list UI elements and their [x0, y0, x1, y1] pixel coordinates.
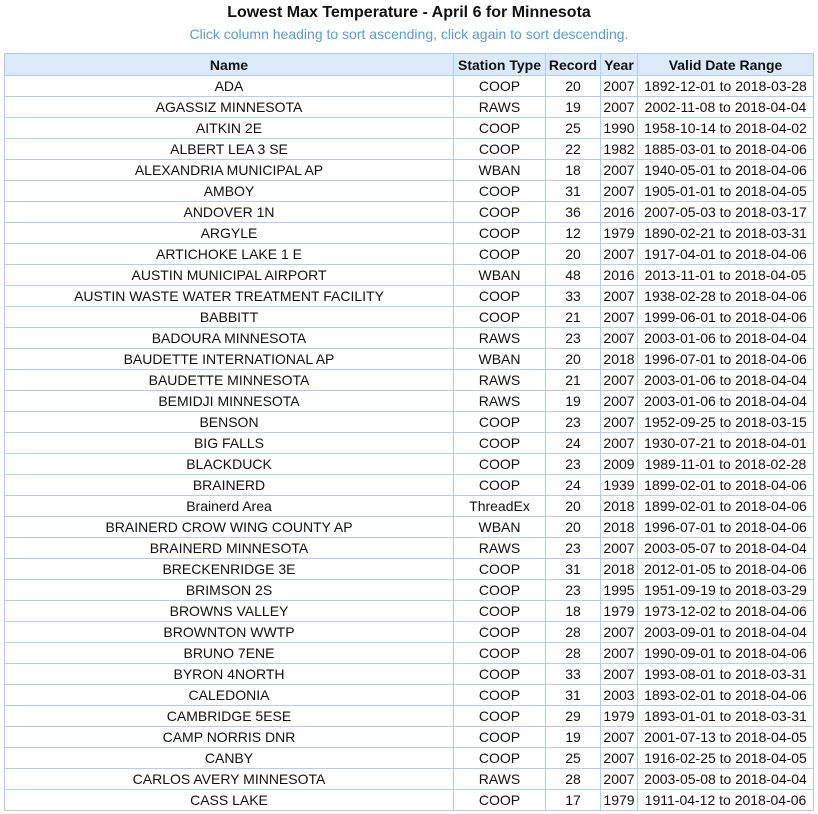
- cell-valid-date-range: 2003-01-06 to 2018-04-04: [638, 370, 814, 391]
- column-header-year[interactable]: Year: [601, 54, 638, 76]
- table-row: [5, 559, 814, 580]
- cell-station-type: COOP: [454, 412, 546, 433]
- cell-year: 1979: [601, 223, 638, 244]
- cell-record: 19: [546, 391, 601, 412]
- cell-valid-date-range: 1940-05-01 to 2018-04-06: [638, 160, 814, 181]
- cell-year: 1979: [601, 790, 638, 811]
- table-row: [5, 454, 814, 475]
- cell-record: 23: [546, 412, 601, 433]
- cell-name: CANBY: [5, 748, 454, 769]
- table-row: [5, 622, 814, 643]
- cell-station-type: COOP: [454, 454, 546, 475]
- cell-valid-date-range: 1893-02-01 to 2018-04-06: [638, 685, 814, 706]
- cell-valid-date-range: 1905-01-01 to 2018-04-05: [638, 181, 814, 202]
- cell-year: 2007: [601, 286, 638, 307]
- cell-name: BRAINERD CROW WING COUNTY AP: [5, 517, 454, 538]
- cell-name: BROWNS VALLEY: [5, 601, 454, 622]
- cell-year: 2018: [601, 496, 638, 517]
- cell-station-type: COOP: [454, 202, 546, 223]
- cell-year: 2007: [601, 727, 638, 748]
- cell-station-type: COOP: [454, 559, 546, 580]
- cell-station-type: COOP: [454, 601, 546, 622]
- cell-record: 28: [546, 769, 601, 790]
- cell-record: 48: [546, 265, 601, 286]
- cell-record: 23: [546, 538, 601, 559]
- cell-name: BRIMSON 2S: [5, 580, 454, 601]
- cell-valid-date-range: 2013-11-01 to 2018-04-05: [638, 265, 814, 286]
- table-row: [5, 265, 814, 286]
- table-row: [5, 685, 814, 706]
- cell-record: 31: [546, 181, 601, 202]
- table-row: [5, 580, 814, 601]
- cell-valid-date-range: 2012-01-05 to 2018-04-06: [638, 559, 814, 580]
- cell-year: 2007: [601, 307, 638, 328]
- cell-valid-date-range: 1952-09-25 to 2018-03-15: [638, 412, 814, 433]
- cell-station-type: COOP: [454, 706, 546, 727]
- cell-year: 1939: [601, 475, 638, 496]
- cell-station-type: COOP: [454, 139, 546, 160]
- cell-name: BADOURA MINNESOTA: [5, 328, 454, 349]
- cell-year: 2007: [601, 748, 638, 769]
- table-row: [5, 328, 814, 349]
- cell-name: ALBERT LEA 3 SE: [5, 139, 454, 160]
- cell-year: 2007: [601, 538, 638, 559]
- cell-name: CAMP NORRIS DNR: [5, 727, 454, 748]
- cell-name: BRECKENRIDGE 3E: [5, 559, 454, 580]
- table-row: [5, 181, 814, 202]
- cell-year: 2007: [601, 412, 638, 433]
- cell-year: 2018: [601, 517, 638, 538]
- cell-station-type: RAWS: [454, 370, 546, 391]
- cell-valid-date-range: 1951-09-19 to 2018-03-29: [638, 580, 814, 601]
- cell-name: CAMBRIDGE 5ESE: [5, 706, 454, 727]
- cell-year: 2007: [601, 181, 638, 202]
- table-row: [5, 790, 814, 811]
- cell-year: 2007: [601, 76, 638, 97]
- cell-name: ADA: [5, 76, 454, 97]
- cell-station-type: RAWS: [454, 97, 546, 118]
- table-row: [5, 496, 814, 517]
- cell-name: BAUDETTE INTERNATIONAL AP: [5, 349, 454, 370]
- cell-year: 2018: [601, 349, 638, 370]
- cell-record: 28: [546, 622, 601, 643]
- cell-station-type: COOP: [454, 580, 546, 601]
- cell-station-type: RAWS: [454, 769, 546, 790]
- cell-record: 20: [546, 76, 601, 97]
- cell-name: AUSTIN WASTE WATER TREATMENT FACILITY: [5, 286, 454, 307]
- cell-valid-date-range: 1958-10-14 to 2018-04-02: [638, 118, 814, 139]
- table-row: [5, 160, 814, 181]
- cell-station-type: RAWS: [454, 328, 546, 349]
- cell-valid-date-range: 2002-11-08 to 2018-04-04: [638, 97, 814, 118]
- cell-record: 33: [546, 286, 601, 307]
- cell-record: 24: [546, 475, 601, 496]
- cell-year: 2007: [601, 664, 638, 685]
- cell-record: 23: [546, 454, 601, 475]
- cell-valid-date-range: 2003-05-08 to 2018-04-04: [638, 769, 814, 790]
- cell-name: BRUNO 7ENE: [5, 643, 454, 664]
- cell-name: BYRON 4NORTH: [5, 664, 454, 685]
- table-row: [5, 307, 814, 328]
- cell-year: 2016: [601, 202, 638, 223]
- table-row: [5, 286, 814, 307]
- table-row: [5, 727, 814, 748]
- table-row: [5, 370, 814, 391]
- cell-valid-date-range: 2007-05-03 to 2018-03-17: [638, 202, 814, 223]
- cell-record: 23: [546, 580, 601, 601]
- cell-name: CALEDONIA: [5, 685, 454, 706]
- cell-name: BLACKDUCK: [5, 454, 454, 475]
- cell-station-type: WBAN: [454, 517, 546, 538]
- table-header-row: [5, 54, 814, 76]
- table-row: [5, 223, 814, 244]
- table-row: [5, 664, 814, 685]
- cell-name: BEMIDJI MINNESOTA: [5, 391, 454, 412]
- cell-valid-date-range: 1930-07-21 to 2018-04-01: [638, 433, 814, 454]
- table-row: [5, 412, 814, 433]
- cell-valid-date-range: 1989-11-01 to 2018-02-28: [638, 454, 814, 475]
- table-row: [5, 748, 814, 769]
- cell-station-type: COOP: [454, 475, 546, 496]
- cell-year: 2007: [601, 160, 638, 181]
- cell-record: 20: [546, 244, 601, 265]
- table-row: [5, 538, 814, 559]
- cell-name: CASS LAKE: [5, 790, 454, 811]
- cell-name: AITKIN 2E: [5, 118, 454, 139]
- cell-year: 2007: [601, 370, 638, 391]
- cell-valid-date-range: 1917-04-01 to 2018-04-06: [638, 244, 814, 265]
- cell-station-type: COOP: [454, 307, 546, 328]
- cell-valid-date-range: 1911-04-12 to 2018-04-06: [638, 790, 814, 811]
- column-header-station-type[interactable]: Station Type: [454, 54, 546, 76]
- cell-station-type: RAWS: [454, 538, 546, 559]
- cell-valid-date-range: 1899-02-01 to 2018-04-06: [638, 475, 814, 496]
- cell-name: CARLOS AVERY MINNESOTA: [5, 769, 454, 790]
- cell-valid-date-range: 1885-03-01 to 2018-04-06: [638, 139, 814, 160]
- cell-year: 1990: [601, 118, 638, 139]
- cell-name: BAUDETTE MINNESOTA: [5, 370, 454, 391]
- cell-name: AMBOY: [5, 181, 454, 202]
- cell-record: 19: [546, 727, 601, 748]
- cell-station-type: COOP: [454, 433, 546, 454]
- cell-station-type: WBAN: [454, 349, 546, 370]
- table-row: [5, 97, 814, 118]
- cell-valid-date-range: 1899-02-01 to 2018-04-06: [638, 496, 814, 517]
- table-row: [5, 76, 814, 97]
- cell-record: 19: [546, 97, 601, 118]
- cell-record: 18: [546, 160, 601, 181]
- table-row: [5, 475, 814, 496]
- cell-year: 2007: [601, 433, 638, 454]
- cell-record: 21: [546, 370, 601, 391]
- cell-valid-date-range: 1916-02-25 to 2018-04-05: [638, 748, 814, 769]
- cell-record: 23: [546, 328, 601, 349]
- cell-name: Brainerd Area: [5, 496, 454, 517]
- cell-valid-date-range: 1890-02-21 to 2018-03-31: [638, 223, 814, 244]
- cell-year: 1995: [601, 580, 638, 601]
- cell-station-type: WBAN: [454, 265, 546, 286]
- cell-record: 20: [546, 496, 601, 517]
- table-row: [5, 349, 814, 370]
- cell-record: 20: [546, 349, 601, 370]
- cell-valid-date-range: 1893-01-01 to 2018-03-31: [638, 706, 814, 727]
- records-table: [4, 53, 814, 811]
- cell-name: BIG FALLS: [5, 433, 454, 454]
- cell-valid-date-range: 2003-05-07 to 2018-04-04: [638, 538, 814, 559]
- cell-station-type: ThreadEx: [454, 496, 546, 517]
- cell-record: 25: [546, 118, 601, 139]
- table-row: [5, 118, 814, 139]
- cell-record: 36: [546, 202, 601, 223]
- cell-station-type: COOP: [454, 181, 546, 202]
- cell-year: 1979: [601, 601, 638, 622]
- cell-name: BRAINERD MINNESOTA: [5, 538, 454, 559]
- cell-year: 2007: [601, 244, 638, 265]
- table-row: [5, 706, 814, 727]
- table-row: [5, 202, 814, 223]
- cell-year: 1982: [601, 139, 638, 160]
- cell-station-type: COOP: [454, 790, 546, 811]
- cell-valid-date-range: 1973-12-02 to 2018-04-06: [638, 601, 814, 622]
- cell-name: AUSTIN MUNICIPAL AIRPORT: [5, 265, 454, 286]
- cell-name: AGASSIZ MINNESOTA: [5, 97, 454, 118]
- cell-station-type: WBAN: [454, 160, 546, 181]
- sort-instructions: Click column heading to sort ascending, click again to sort descending.: [189, 26, 629, 42]
- table-row: [5, 139, 814, 160]
- cell-valid-date-range: 2001-07-13 to 2018-04-05: [638, 727, 814, 748]
- cell-year: 2007: [601, 97, 638, 118]
- table-row: [5, 769, 814, 790]
- cell-record: 31: [546, 559, 601, 580]
- cell-station-type: COOP: [454, 643, 546, 664]
- cell-year: 2018: [601, 559, 638, 580]
- cell-name: BRAINERD: [5, 475, 454, 496]
- cell-record: 29: [546, 706, 601, 727]
- cell-record: 22: [546, 139, 601, 160]
- cell-valid-date-range: 2003-01-06 to 2018-04-04: [638, 391, 814, 412]
- cell-year: 2007: [601, 643, 638, 664]
- cell-valid-date-range: 1892-12-01 to 2018-03-28: [638, 76, 814, 97]
- table-body: [5, 76, 814, 811]
- cell-name: ANDOVER 1N: [5, 202, 454, 223]
- table-row: [5, 643, 814, 664]
- cell-record: 33: [546, 664, 601, 685]
- cell-record: 20: [546, 517, 601, 538]
- cell-name: ALEXANDRIA MUNICIPAL AP: [5, 160, 454, 181]
- cell-record: 24: [546, 433, 601, 454]
- cell-station-type: COOP: [454, 244, 546, 265]
- cell-valid-date-range: 1938-02-28 to 2018-04-06: [638, 286, 814, 307]
- cell-station-type: COOP: [454, 118, 546, 139]
- cell-valid-date-range: 1999-06-01 to 2018-04-06: [638, 307, 814, 328]
- cell-name: BROWNTON WWTP: [5, 622, 454, 643]
- cell-year: 2007: [601, 391, 638, 412]
- cell-year: 2007: [601, 622, 638, 643]
- cell-year: 1979: [601, 706, 638, 727]
- cell-station-type: COOP: [454, 748, 546, 769]
- cell-year: 2003: [601, 685, 638, 706]
- cell-station-type: COOP: [454, 727, 546, 748]
- cell-name: ARTICHOKE LAKE 1 E: [5, 244, 454, 265]
- cell-station-type: COOP: [454, 223, 546, 244]
- table-row: [5, 244, 814, 265]
- cell-station-type: COOP: [454, 622, 546, 643]
- page-title: Lowest Max Temperature - April 6 for Minnesota: [227, 4, 591, 21]
- cell-valid-date-range: 1996-07-01 to 2018-04-06: [638, 517, 814, 538]
- cell-valid-date-range: 2003-01-06 to 2018-04-04: [638, 328, 814, 349]
- cell-valid-date-range: 1993-08-01 to 2018-03-31: [638, 664, 814, 685]
- cell-record: 28: [546, 643, 601, 664]
- cell-valid-date-range: 1996-07-01 to 2018-04-06: [638, 349, 814, 370]
- cell-station-type: RAWS: [454, 391, 546, 412]
- table-row: [5, 433, 814, 454]
- cell-record: 17: [546, 790, 601, 811]
- cell-name: BENSON: [5, 412, 454, 433]
- cell-record: 18: [546, 601, 601, 622]
- cell-name: ARGYLE: [5, 223, 454, 244]
- table-row: [5, 601, 814, 622]
- column-header-record[interactable]: Record: [546, 54, 601, 76]
- cell-valid-date-range: 1990-09-01 to 2018-04-06: [638, 643, 814, 664]
- cell-record: 31: [546, 685, 601, 706]
- table-row: [5, 391, 814, 412]
- column-header-name[interactable]: Name: [5, 54, 454, 76]
- cell-station-type: COOP: [454, 286, 546, 307]
- cell-station-type: COOP: [454, 664, 546, 685]
- cell-year: 2007: [601, 328, 638, 349]
- cell-record: 12: [546, 223, 601, 244]
- cell-year: 2009: [601, 454, 638, 475]
- cell-station-type: COOP: [454, 76, 546, 97]
- table-row: [5, 517, 814, 538]
- column-header-valid-date-range[interactable]: Valid Date Range: [638, 54, 814, 76]
- cell-name: BABBITT: [5, 307, 454, 328]
- cell-record: 25: [546, 748, 601, 769]
- cell-valid-date-range: 2003-09-01 to 2018-04-04: [638, 622, 814, 643]
- cell-year: 2007: [601, 769, 638, 790]
- cell-station-type: COOP: [454, 685, 546, 706]
- cell-year: 2016: [601, 265, 638, 286]
- cell-record: 21: [546, 307, 601, 328]
